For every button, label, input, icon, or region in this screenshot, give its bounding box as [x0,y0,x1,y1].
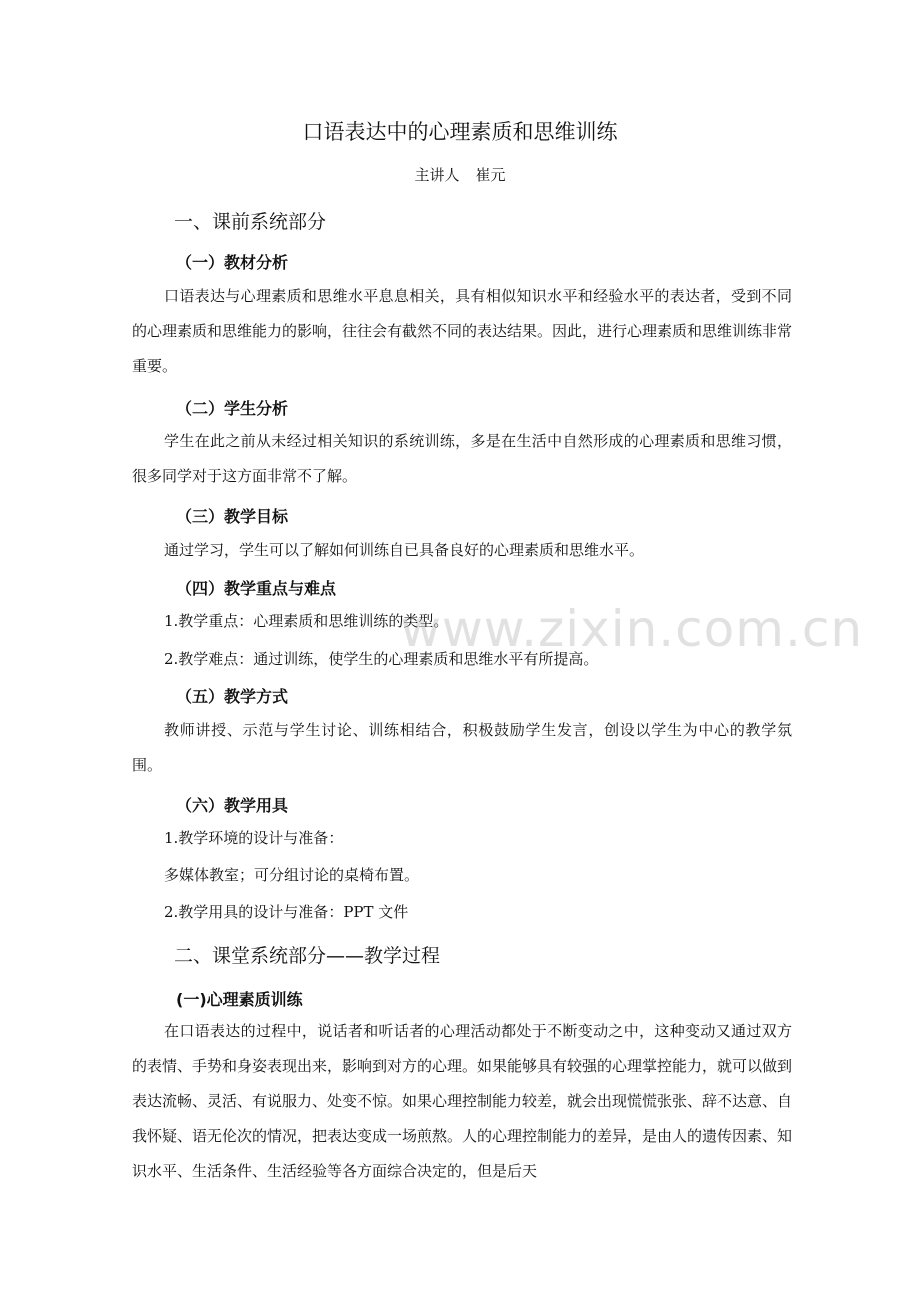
watermark: www.zixin.com.cn [400,600,864,658]
document-title: 口语表达中的心理素质和思维训练 [302,120,618,144]
section1-sub6-line3: 2.教学用具的设计与准备：PPT 文件 [164,903,409,921]
section1-sub3-text: 通过学习，学生可以了解如何训练自已具备良好的心理素质和思维水平。 [164,541,645,559]
section1-sub2-heading: （二）学生分析 [176,399,289,418]
section1-sub1-heading: （一）教材分析 [176,253,289,272]
section1-sub6-line1: 1.教学环境的设计与准备： [164,829,344,847]
section1-sub4-point2: 2.教学难点：通过训练，使学生的心理素质和思维水平有所提高。 [164,650,599,668]
section1-sub6-line2: 多媒体教室；可分组讨论的桌椅布置。 [164,866,420,884]
section1-sub5-text: 教师讲授、示范与学生讨论、训练相结合，积极鼓励学生发言，创设以学生为中心的教学氛围。 [132,721,792,774]
section1-sub4-point1: 1.教学重点：心理素质和思维训练的类型。 [164,612,449,630]
section2-sub1-text: 在口语表达的过程中，说话者和听话者的心理活动都处于不断变动之中，这种变动又通过双方的表情、手势和身姿表现出来，影响到对方的心理。如果能够具有较强的心理掌控能力，就可以做到表达流畅、灵活、有说服力、处变不惊。如果心理控制能力较差，就会出现慌慌张张、辞不达意、自我怀疑、语无伦次的情况，把表达变成一场煎熬。人的心理控制能力的差异，是由人的遗传因素、知识水平、生活条件、生活经验等各方面综合决定的，但是后天 [132,1022,793,1180]
section1-sub1-text: 口语表达与心理素质和思维水平息息相关，具有相似知识水平和经验水平的表达者，受到不同的心理素质和思维能力的影响，往往会有截然不同的表达结果。因此，进行心理素质和思维训练非常重要。 [132,287,793,375]
section1-heading: 一、课前系统部分 [174,211,327,233]
section1-sub2-text: 学生在此之前从未经过相关知识的系统训练，多是在生活中自然形成的心理素质和思维习惯，很多同学对于这方面非常不了解。 [132,432,792,485]
section2-heading: 二、课堂系统部分——教学过程 [174,945,441,967]
speaker-line [0,164,920,185]
speaker-label: 主讲人 [414,166,460,184]
section1-sub4-heading: （四）教学重点与难点 [176,579,337,598]
section2-sub1-heading: (一)心理素质训练 [176,990,303,1009]
section1-sub3-heading: （三）教学目标 [176,507,289,526]
speaker-name: 崔元 [475,166,506,184]
section1-sub6-heading: （六）教学用具 [176,796,289,815]
section1-sub5-heading: （五）教学方式 [176,687,289,706]
